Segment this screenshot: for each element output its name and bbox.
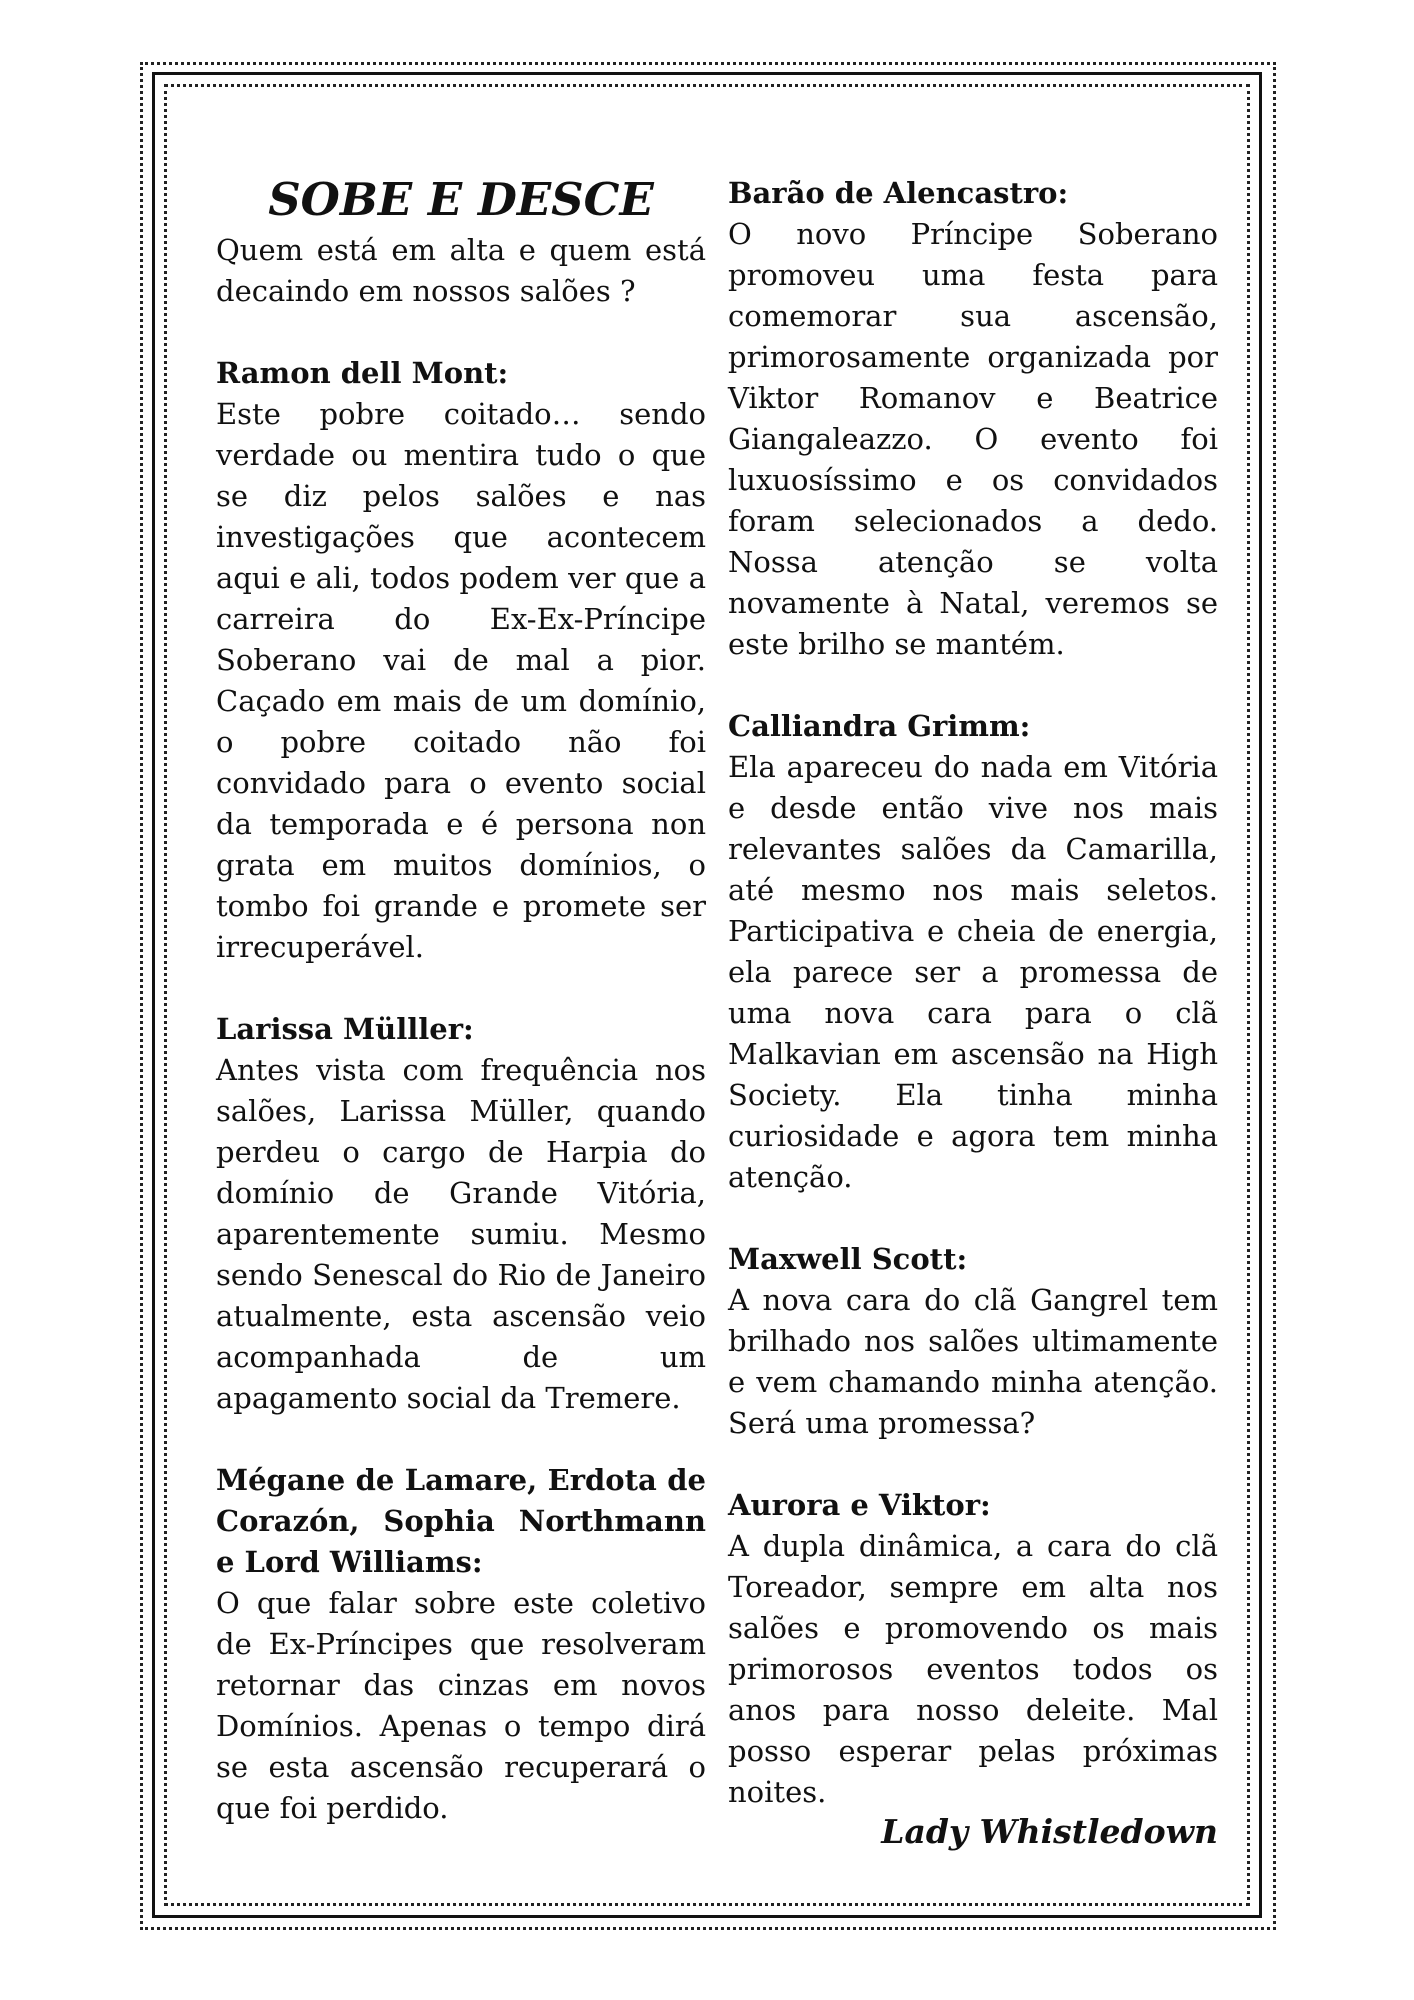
right-column — [728, 173, 1218, 1853]
entry-calliandra — [728, 706, 1218, 1198]
entry-text: Antes vista com frequência nos salões, Larissa Müller, quando perdeu o cargo de Harpia do domínio de Grande Vitória, aparentemente sumiu. Mesmo sendo Senescal do Rio de Janeiro atualmente, esta ascensão veio acompanhada de um apagamento social da Tremere. — [216, 1053, 706, 1415]
signature: Lady Whistledown — [881, 1812, 1218, 1851]
entry-ex-principes — [216, 1460, 706, 1829]
entry-ramon — [216, 353, 706, 968]
entry-maxwell — [728, 1239, 1218, 1444]
entry-name: Calliandra Grimm: — [728, 709, 1031, 743]
entry-name: Larissa Mülller: — [216, 1012, 474, 1046]
entry-larissa — [216, 1009, 706, 1419]
entry-aurora-viktor — [728, 1485, 1218, 1813]
intro-text: Quem está em alta e quem está decaindo em nossos salões ? — [216, 233, 706, 308]
page-title: SOBE E DESCE — [268, 173, 654, 226]
entry-text: Este pobre coitado… sendo verdade ou mentira tudo o que se diz pelos salões e nas investigações que acontecem aqui e ali, todos podem ver que a carreira do Ex-Ex-Príncipe Soberano vai de mal a pior. Caçado em mais de um domínio, o pobre coitado não foi convidado para o evento social da temporada e é persona non grata em muitos domínios, o tombo foi grande e promete ser irrecuperável. — [216, 397, 706, 964]
entry-name: Ramon dell Mont: — [216, 356, 509, 390]
entry-text: A nova cara do clã Gangrel tem brilhado nos salões ultimamente e vem chamando minha atenção. Será uma promessa? — [728, 1283, 1218, 1440]
entry-text: O novo Príncipe Soberano promoveu uma festa para comemorar sua ascensão, primorosamente organizada por Viktor Romanov e Beatrice Giangaleazzo. O evento foi luxuosíssimo e os convidados foram selecionados a dedo. Nossa atenção se volta novamente à Natal, veremos se este brilho se mantém. — [728, 217, 1218, 661]
entry-text: Ela apareceu do nada em Vitória e desde então vive nos mais relevantes salões da Camarilla, até mesmo nos mais seletos. Participativa e cheia de energia, ela parece ser a promessa de uma nova cara para o clã Malkavian em ascensão na High Society. Ela tinha minha curiosidade e agora tem minha atenção. — [728, 750, 1218, 1194]
entry-name: Mégane de Lamare, Erdota de Corazón, Sophia Northmann e Lord Williams: — [216, 1463, 706, 1579]
entry-text: A dupla dinâmica, a cara do clã Toreador, sempre em alta nos salões e promovendo os mais primorosos eventos todos os anos para nosso deleite. Mal posso esperar pelas próximas noites. — [728, 1529, 1218, 1809]
entry-name: Aurora e Viktor: — [728, 1488, 991, 1522]
entry-barao — [728, 173, 1218, 665]
entry-text: O que falar sobre este coletivo de Ex-Príncipes que resolveram retornar das cinzas em novos Domínios. Apenas o tempo dirá se esta ascensão recuperará o que foi perdido. — [216, 1586, 706, 1825]
entry-name: Barão de Alencastro: — [728, 176, 1069, 210]
entry-name: Maxwell Scott: — [728, 1242, 968, 1276]
left-column — [216, 170, 706, 1870]
